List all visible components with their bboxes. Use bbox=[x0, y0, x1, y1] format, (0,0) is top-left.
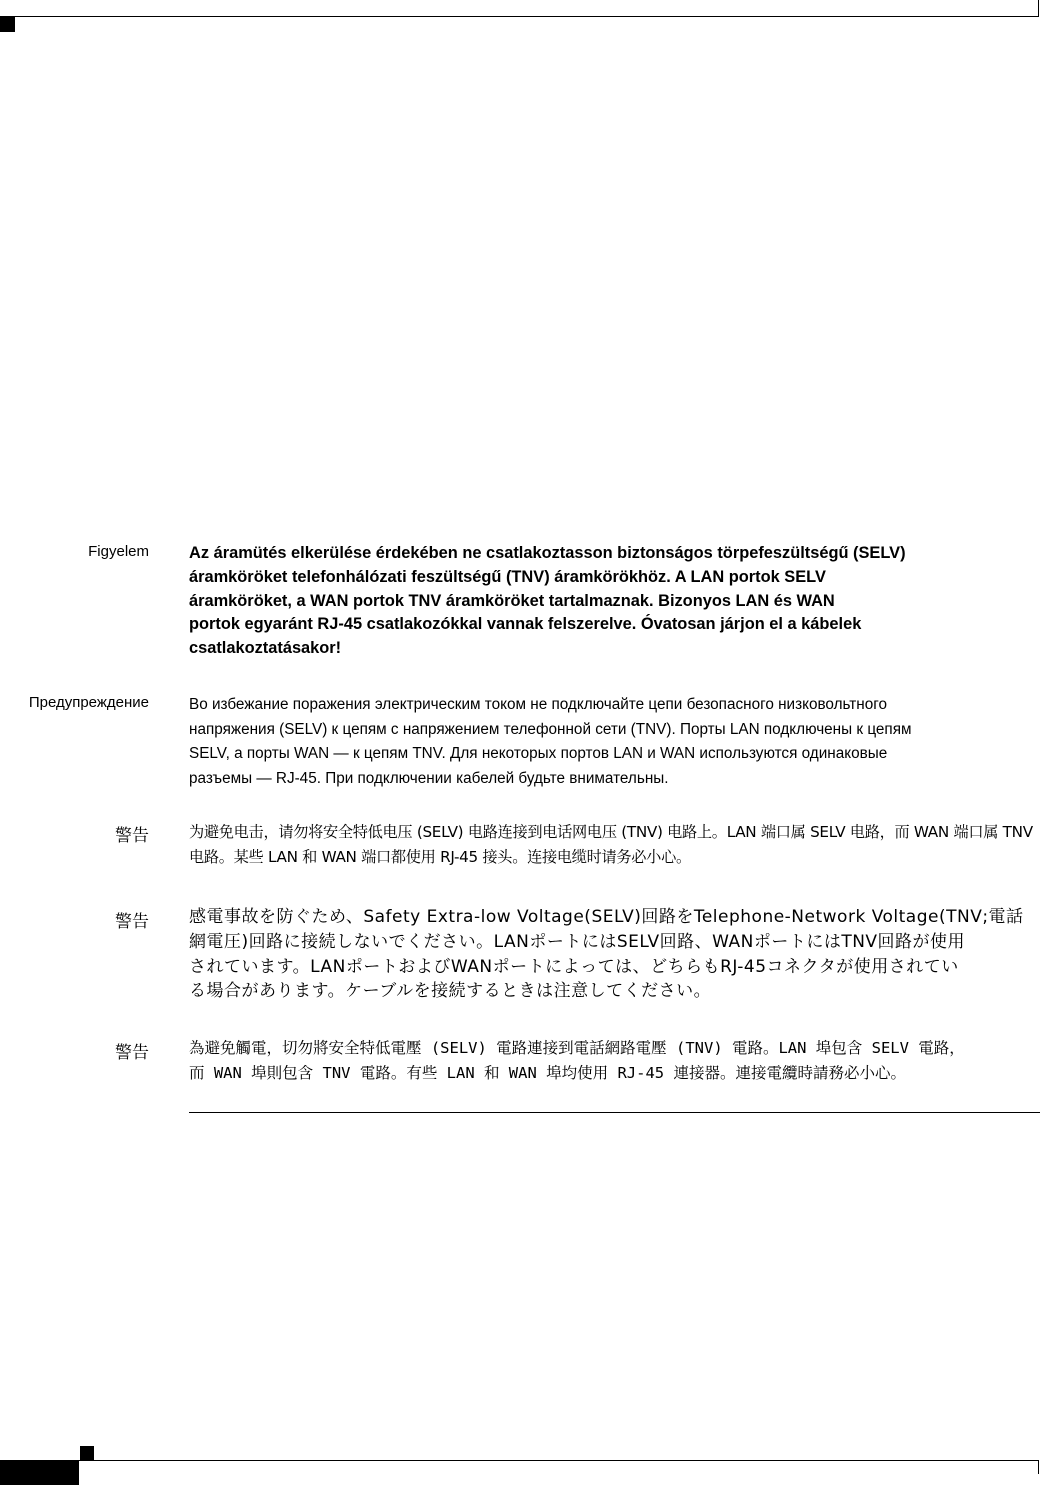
warning-label: 警告 bbox=[115, 1043, 149, 1063]
warning-text-line: áramköröket, a WAN portok TNV áramköröket tartalmaznak. Bizonyos LAN és WAN bbox=[189, 591, 835, 610]
warning-label: 警告 bbox=[115, 826, 149, 846]
warning-text-line: 电路。某些 LAN 和 WAN 端口都使用 RJ-45 接头。连接电缆时请务必小心。 bbox=[189, 847, 691, 866]
header-corner-tick bbox=[1038, 0, 1039, 17]
footer-marker-square bbox=[80, 1446, 94, 1460]
footer-corner-tick bbox=[1038, 1460, 1039, 1474]
warning-text-line: csatlakoztatásakor! bbox=[189, 639, 342, 658]
warning-text bbox=[189, 820, 1041, 869]
warning-label: Предупреждение bbox=[28, 694, 149, 711]
header-marker-square bbox=[0, 17, 15, 32]
warning-text-line: portok egyaránt RJ-45 csatlakozókkal vannak felszerelve. Óvatosan járjon el a kábelek bbox=[189, 615, 862, 634]
warning-text-line: áramköröket telefonhálózati feszültségű (TNV) áramkörökhöz. A LAN portok SELV bbox=[189, 567, 826, 586]
header-rule bbox=[0, 16, 1039, 17]
warning-text bbox=[189, 1036, 1041, 1086]
warning-label: 警告 bbox=[115, 912, 149, 932]
warning-text-line: 為避免觸電，切勿將安全特低電壓 (SELV) 電路連接到電話網路電壓 (TNV) 電路。LAN 埠包含 SELV 電路， bbox=[189, 1039, 965, 1057]
footer-rule bbox=[0, 1460, 1039, 1461]
warning-text-line: Во избежание поражения электрическим током не подключайте цепи безопасного низковольтного bbox=[189, 696, 887, 713]
footer-page-block bbox=[0, 1461, 79, 1485]
warning-text-line: 而 WAN 埠則包含 TNV 電路。有些 LAN 和 WAN 埠均使用 RJ-45 連接器。連接電纜時請務必小心。 bbox=[189, 1064, 906, 1082]
warning-text bbox=[189, 905, 1041, 1004]
warning-text-line: る場合があります。ケーブルを接続するときは注意してください。 bbox=[189, 981, 712, 1002]
warning-text-line: 为避免电击，请勿将安全特低电压 (SELV) 电路连接到电话网电压 (TNV) 电路上。LAN 端口属 SELV 电路，而 WAN 端口属 TNV bbox=[189, 823, 1033, 841]
warning-text-line: 網電圧)回路に接続しないでください。LANポートにはSELV回路、WANポートにはTNV回路が使用 bbox=[189, 931, 966, 952]
warning-end-rule bbox=[189, 1112, 1040, 1113]
warning-text bbox=[189, 693, 1039, 791]
warning-label: Figyelem bbox=[88, 543, 149, 560]
warning-text-line: SELV, а порты WAN — к цепям TNV. Для некоторых портов LAN и WAN используются одинаковые bbox=[189, 745, 888, 763]
warning-text-line: разъемы — RJ-45. При подключении кабелей будьте внимательны. bbox=[189, 769, 669, 787]
warning-text-line: напряжения (SELV) к цепям с напряжением телефонной сети (TNV). Порты LAN подключены к цепям bbox=[189, 720, 912, 738]
warning-text-line: Az áramütés elkerülése érdekében ne csatlakoztasson biztonságos törpefeszültségű (SELV) bbox=[189, 544, 906, 562]
warning-text-line: されています。LANポートおよびWANポートによっては、どちらもRJ-45コネクタが使用されてい bbox=[189, 956, 959, 977]
warning-text-line: 感電事故を防ぐため、Safety Extra-low Voltage(SELV)回路をTelephone-Network Voltage(TNV;電話 bbox=[189, 907, 1024, 927]
warning-text bbox=[189, 542, 1029, 661]
